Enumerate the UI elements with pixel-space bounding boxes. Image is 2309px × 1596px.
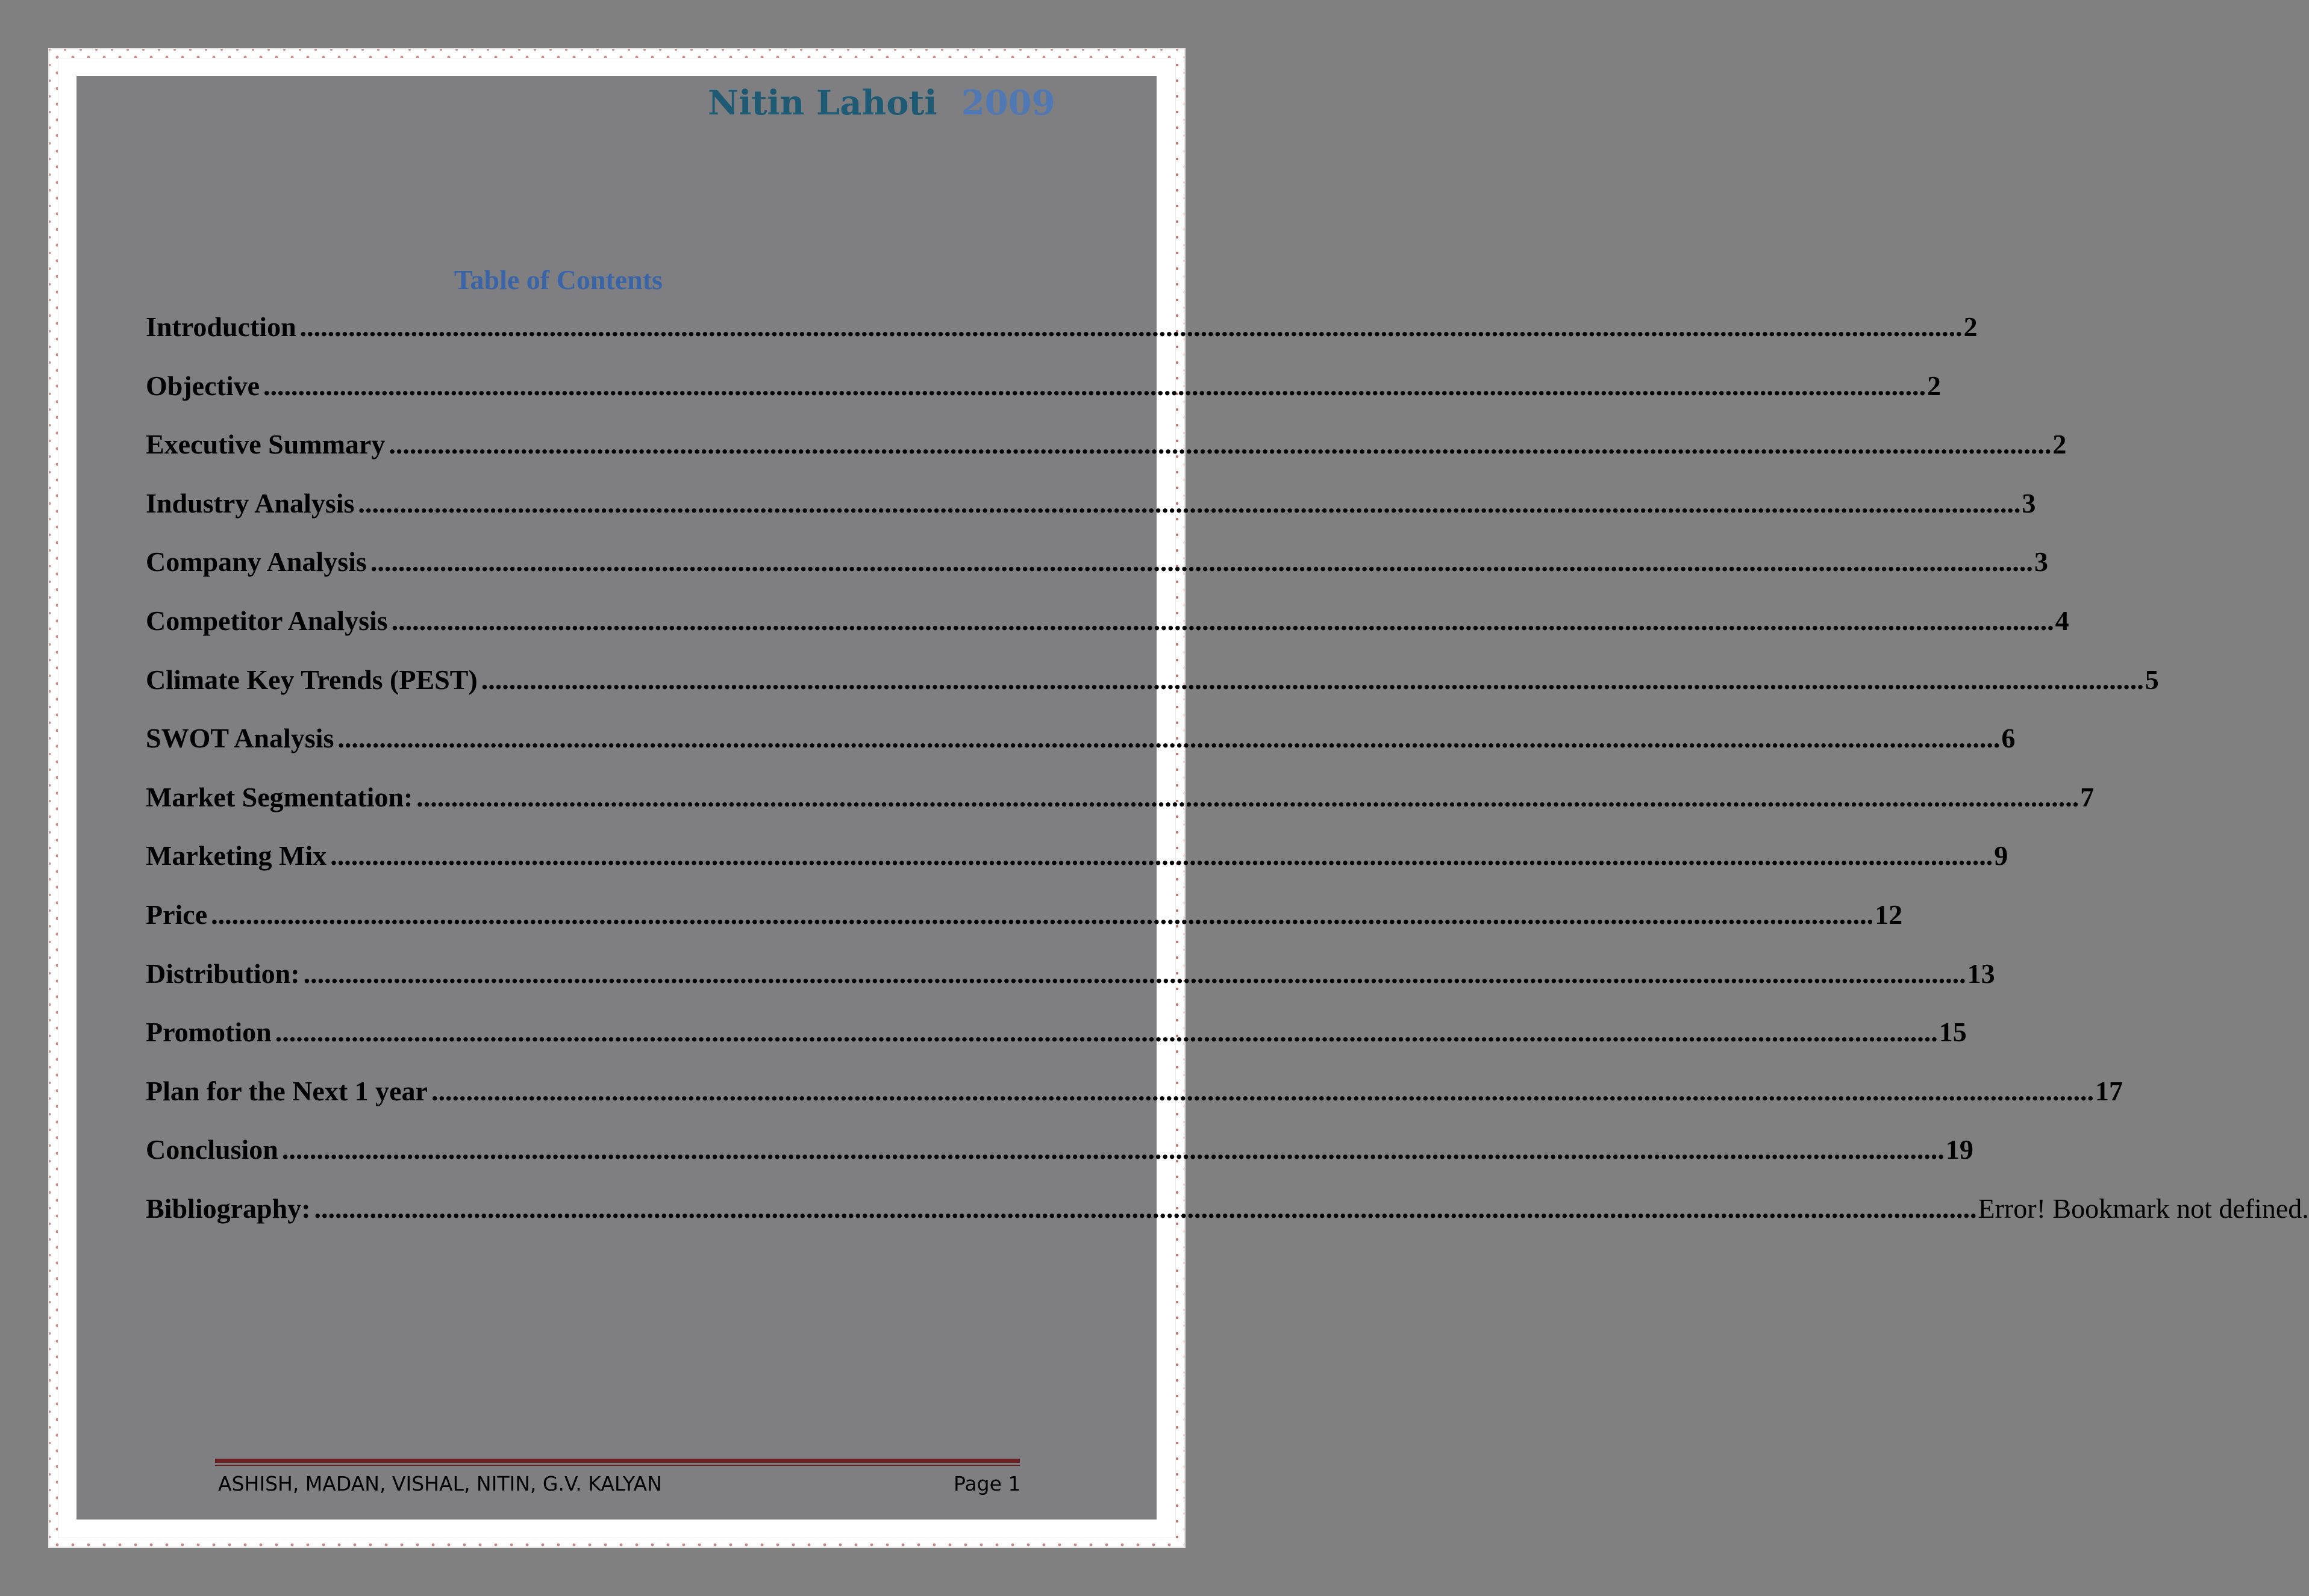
toc-entry-label[interactable]: Climate Key Trends (PEST): [146, 664, 478, 695]
toc-entry-label[interactable]: Executive Summary: [146, 429, 386, 460]
toc-dot-leader: [282, 1133, 1945, 1165]
toc-dot-leader: [358, 487, 2020, 519]
header-year: 2009: [961, 83, 1055, 123]
toc-dot-leader: [416, 781, 2079, 813]
toc-entry-page-number[interactable]: 7: [2080, 781, 2095, 812]
toc-entry[interactable]: [146, 722, 2016, 781]
toc-dot-leader: [389, 428, 2051, 460]
toc-dot-leader: [314, 1192, 1977, 1224]
toc-dot-leader: [263, 370, 1926, 402]
toc-entry[interactable]: [146, 546, 2048, 605]
toc-entry-page-number[interactable]: 5: [2145, 664, 2159, 695]
toc-entry[interactable]: [146, 1075, 2123, 1134]
header-author-name: Nitin Lahoti: [708, 83, 937, 123]
page-header: [708, 83, 1055, 123]
toc-entry[interactable]: [146, 370, 1942, 429]
toc-entry-label[interactable]: Promotion: [146, 1017, 272, 1048]
footer-page-number: Page 1: [954, 1472, 1021, 1495]
footer-divider: [215, 1459, 1020, 1465]
toc-entry-page-number[interactable]: 9: [1994, 840, 2008, 871]
toc-dot-leader: [304, 958, 1966, 990]
toc-entry-page-number[interactable]: 6: [2001, 723, 2016, 754]
toc-entry-label[interactable]: Introduction: [146, 311, 296, 342]
toc-entry[interactable]: [146, 899, 1903, 958]
toc-entry-label[interactable]: SWOT Analysis: [146, 723, 334, 754]
toc-entry-label[interactable]: Company Analysis: [146, 546, 367, 578]
toc-entry[interactable]: [146, 311, 1978, 370]
toc-dot-leader: [337, 722, 2000, 754]
toc-entry-page-number[interactable]: 19: [1945, 1134, 1973, 1165]
toc-entry-label[interactable]: Marketing Mix: [146, 840, 327, 871]
toc-entry-label[interactable]: Competitor Analysis: [146, 605, 388, 636]
toc-entry[interactable]: [146, 428, 2067, 487]
toc-entry-page-number[interactable]: 13: [1967, 958, 1995, 989]
document-page: [77, 76, 2309, 1520]
toc-dot-leader: [330, 840, 1993, 871]
toc-entry-label[interactable]: Objective: [146, 370, 260, 401]
table-of-contents: [146, 311, 2309, 1252]
toc-entry[interactable]: [146, 781, 2095, 840]
toc-entry-page-number[interactable]: 3: [2034, 546, 2048, 578]
toc-dot-leader: [392, 605, 2054, 637]
toc-entry-label[interactable]: Plan for the Next 1 year: [146, 1075, 428, 1106]
toc-title: Table of Contents: [454, 264, 663, 295]
toc-entry-page-number[interactable]: 2: [1927, 370, 1942, 401]
toc-entry[interactable]: [146, 958, 1995, 1017]
toc-entry[interactable]: [146, 1133, 1973, 1192]
toc-entry-label[interactable]: Price: [146, 899, 208, 930]
toc-entry-label[interactable]: Conclusion: [146, 1134, 278, 1165]
toc-entry-page-number[interactable]: 12: [1875, 899, 1903, 930]
toc-dot-leader: [481, 664, 2144, 696]
toc-dot-leader: [431, 1075, 2094, 1107]
toc-dot-leader: [211, 899, 1873, 930]
toc-dot-leader: [370, 546, 2033, 578]
toc-entry-page-number[interactable]: Error! Bookmark not defined.: [1978, 1192, 2309, 1224]
toc-dot-leader: [300, 311, 1963, 343]
toc-entry[interactable]: [146, 1192, 2309, 1252]
toc-entry-page-number[interactable]: 17: [2095, 1075, 2123, 1106]
toc-entry-page-number[interactable]: 2: [1963, 311, 1978, 342]
toc-entry[interactable]: [146, 487, 2036, 546]
toc-entry-page-number[interactable]: 2: [2052, 429, 2067, 460]
footer-authors: ASHISH, MADAN, VISHAL, NITIN, G.V. KALYAN: [218, 1472, 662, 1495]
toc-entry-page-number[interactable]: 3: [2022, 487, 2036, 519]
toc-entry-label[interactable]: Bibliography:: [146, 1192, 311, 1224]
toc-entry-page-number[interactable]: 4: [2055, 605, 2069, 636]
toc-entry[interactable]: [146, 1016, 1967, 1075]
toc-entry[interactable]: [146, 840, 2008, 899]
toc-entry-label[interactable]: Distribution:: [146, 958, 300, 989]
toc-entry-page-number[interactable]: 15: [1939, 1017, 1967, 1048]
toc-entry[interactable]: [146, 605, 2069, 664]
toc-entry-label[interactable]: Industry Analysis: [146, 487, 355, 519]
toc-dot-leader: [275, 1016, 1938, 1048]
toc-entry-label[interactable]: Market Segmentation:: [146, 781, 413, 812]
toc-entry[interactable]: [146, 664, 2159, 723]
